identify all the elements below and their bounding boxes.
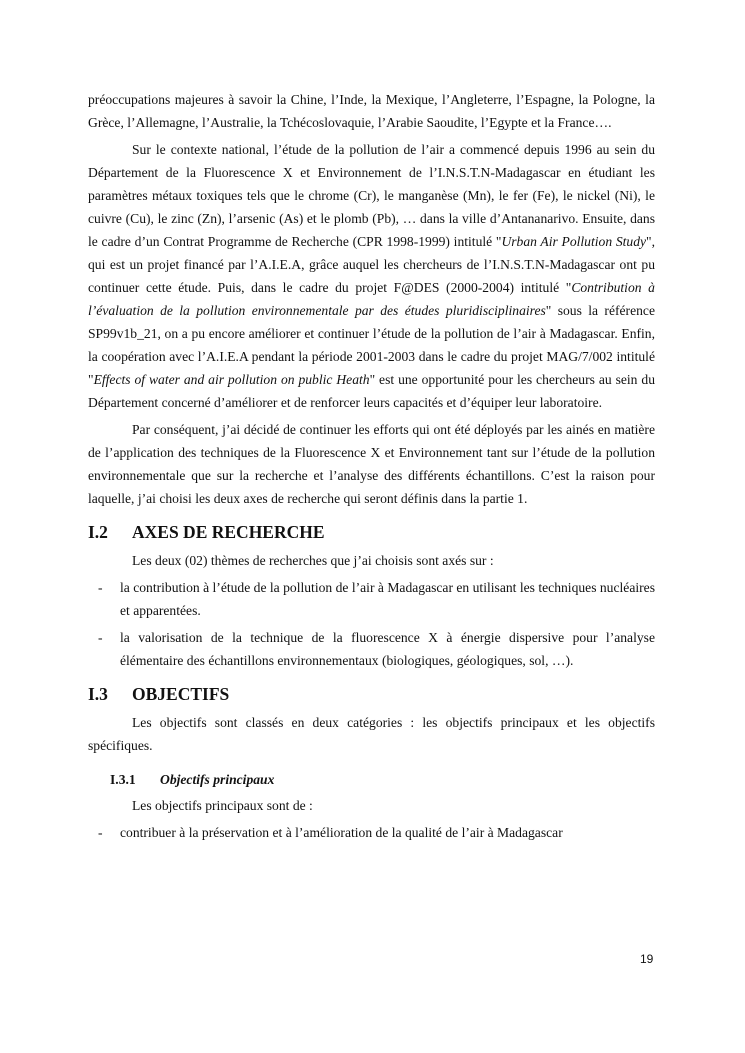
list-item-text: la valorisation de la technique de la fluorescence X à énergie dispersive pour l’analyse élémentaire des échantillons environnementaux (biologiques, géologiques, sol, …).: [120, 630, 655, 668]
dash-bullet: -: [98, 825, 103, 840]
page-number: 19: [640, 952, 654, 966]
text-run: " est une opportunité pour les chercheurs au sein du Département concerné d’améliorer et de renforcer leurs capacités et d’équiper leur laboratoire.: [88, 372, 655, 410]
text-run: " sous la référence SP99v1b_21, on a pu encore améliorer et continuer l’étude de la pollution de l’air à Madagascar. Enfin, la coopération avec l’A.I.E.A pendant la période 2001-2003 dans le cadre du projet MAG/7/002 intitulé ": [88, 303, 655, 387]
subsection-number: I.3.1: [110, 772, 136, 787]
section-heading-axes: [88, 520, 655, 544]
project-title-effects: Effects of water and air pollution on public Heath: [93, 372, 370, 387]
subsection-title: Objectifs principaux: [160, 772, 275, 787]
text-run: ", qui est un projet financé par l’A.I.E.A, grâce auquel les chercheurs de l’I.N.S.T.N-Madagascar ont pu continuer cette étude. Puis, dans le cadre du projet F@DES (2000-2004) intitulé ": [88, 234, 655, 295]
section-title: AXES DE RECHERCHE: [132, 522, 325, 542]
text-run: Sur le contexte national, l’étude de la pollution de l’air a commencé depuis 1996 au sein du Département de la Fluorescence X et Environnement de l’I.N.S.T.N-Madagascar en étudiant les paramètres métaux toxiques tels que le chrome (Cr), le manganèse (Mn), le fer (Fe), le nickel (Ni), le cuivre (Cu), le zinc (Zn), l’arsenic (As) et le plomb (Pb), … dans la ville d’Antananarivo. Ensuite, dans le cadre d’un Contrat Programme de Recherche (CPR 1998-1999) intitulé ": [88, 142, 655, 249]
list-item-text: contribuer à la préservation et à l’amélioration de la qualité de l’air à Madagascar: [120, 825, 563, 840]
paragraph-countries: préoccupations majeures à savoir la Chine, l’Inde, la Mexique, l’Angleterre, l’Espagne, la Pologne, la Grèce, l’Allemagne, l’Australie, la Tchécoslovaquie, l’Arabie Saoudite, l’Egypte et la France….: [88, 92, 655, 130]
project-title-urban-air: Urban Air Pollution Study: [501, 234, 647, 249]
section-number: I.3: [88, 684, 108, 704]
paragraph-national-context: [88, 138, 655, 414]
paragraph-consequence: Par conséquent, j’ai décidé de continuer les efforts qui ont été déployés par les ainés en matière de l’application des techniques de la Fluorescence X et Environnement tant sur l’étude de la pollution environnementale que sur la recherche et l’analyse des différents échantillons. C’est la raison pour laquelle, j’ai choisi les deux axes de recherche qui seront définis dans la partie 1.: [88, 422, 655, 506]
dash-bullet: -: [98, 630, 103, 645]
section-number: I.2: [88, 522, 108, 542]
list-item: [88, 626, 655, 672]
section-title: OBJECTIFS: [132, 684, 230, 704]
principaux-list: [88, 821, 655, 844]
subsection-heading-principaux: [110, 769, 655, 791]
list-item: [88, 821, 655, 844]
subsection-intro: Les objectifs principaux sont de :: [132, 798, 313, 813]
list-item: [88, 576, 655, 622]
section-heading-objectifs: [88, 682, 655, 706]
project-title-contribution: Contribution à l’évaluation de la pollution environnementale par des études pluridisciplinaires: [88, 280, 655, 318]
section-intro: Les objectifs sont classés en deux catégories : les objectifs principaux et les objectifs spécifiques.: [88, 715, 655, 753]
page-content: [88, 88, 655, 848]
dash-bullet: -: [98, 580, 103, 595]
axes-list: [88, 576, 655, 672]
section-intro: Les deux (02) thèmes de recherches que j’ai choisis sont axés sur :: [132, 553, 494, 568]
list-item-text: la contribution à l’étude de la pollution de l’air à Madagascar en utilisant les techniques nucléaires et apparentées.: [120, 580, 655, 618]
